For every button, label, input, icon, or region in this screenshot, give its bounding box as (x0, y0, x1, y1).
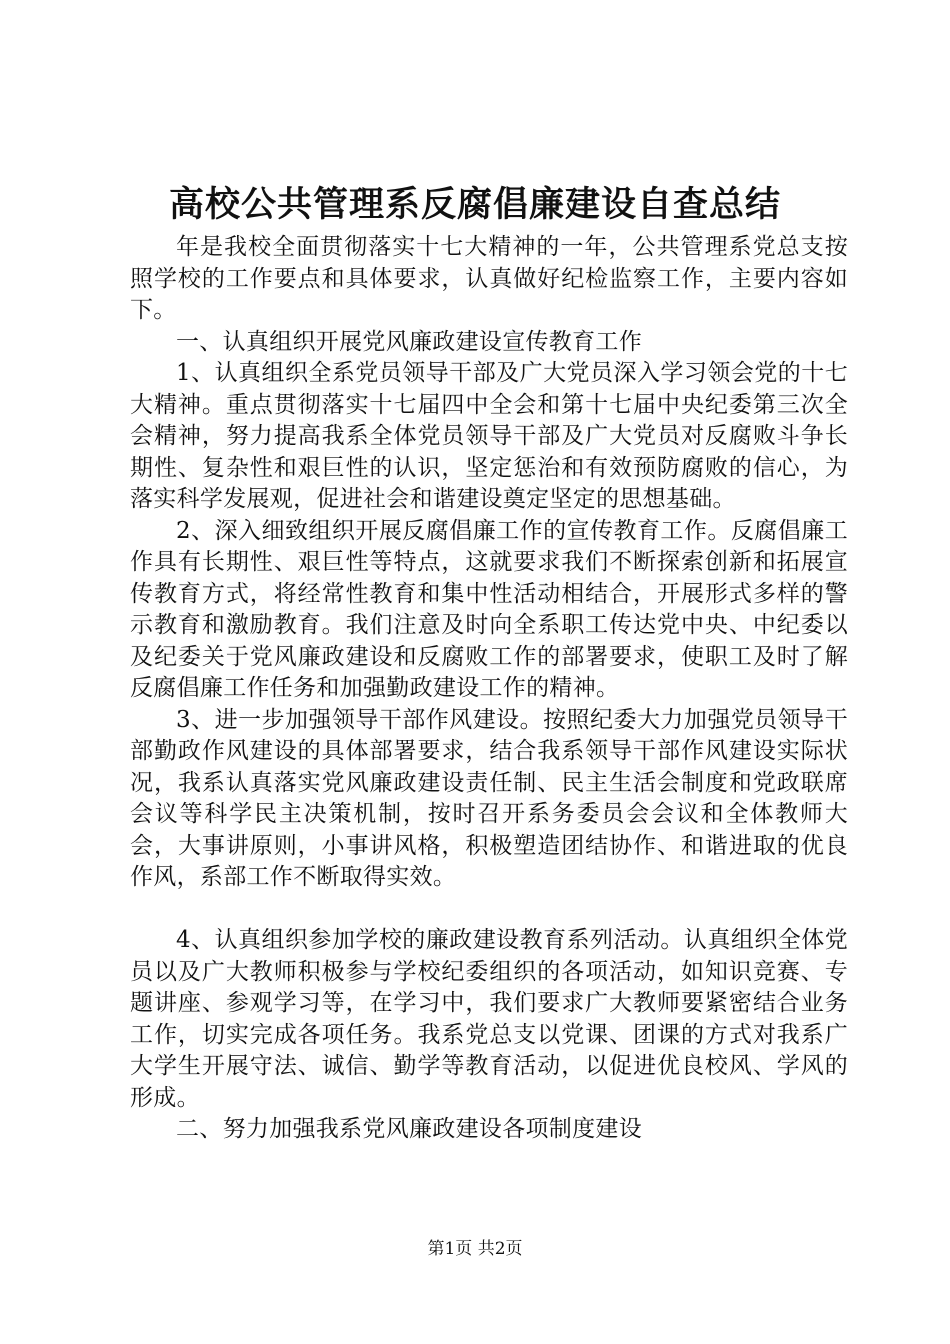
document-body (130, 232, 848, 1146)
body-paragraph-4: 4、认真组织参加学校的廉政建设教育系列活动。认真组织全体党员以及广大教师积极参与学校纪委组织的各项活动，如知识竞赛、专题讲座、参观学习等，在学习中，我们要求广大教师要紧密结合业务工作，切实完成各项任务。我系党总支以党课、团课的方式对我系广大学生开展守法、诚信、勤学等教育活动，以促进优良校风、学风的形成。 (130, 927, 848, 1111)
document-title: 高校公共管理系反腐倡廉建设自查总结 (168, 184, 781, 225)
intro-paragraph: 年是我校全面贯彻落实十七大精神的一年，公共管理系党总支按照学校的工作要点和具体要求，认真做好纪检监察工作，主要内容如下。 (130, 234, 848, 323)
section-heading-1: 一、认真组织开展党风廉政建设宣传教育工作 (176, 328, 642, 355)
body-paragraph-1: 1、认真组织全系党员领导干部及广大党员深入学习领会党的十七大精神。重点贯彻落实十七届四中全会和第十七届中央纪委第三次全会精神，努力提高我系全体党员领导干部及广大党员对反腐败斗争长期性、复杂性和艰巨性的认识，坚定惩治和有效预防腐败的信心，为落实科学发展观，促进社会和谐建设奠定坚定的思想基础。 (130, 360, 848, 512)
section-heading-2: 二、努力加强我系党风廉政建设各项制度建设 (176, 1116, 642, 1142)
page-footer: 第1页 共2页 (427, 1239, 523, 1259)
body-paragraph-2: 2、深入细致组织开展反腐倡廉工作的宣传教育工作。反腐倡廉工作具有长期性、艰巨性等特点，这就要求我们不断探索创新和拓展宣传教育方式，将经常性教育和集中性活动相结合，开展形式多样的警示教育和激励教育。我们注意及时向全系职工传达党中央、中纪委以及纪委关于党风廉政建设和反腐败工作的部署要求，使职工及时了解反腐倡廉工作任务和加强勤政建设工作的精神。 (130, 517, 848, 701)
body-paragraph-3: 3、进一步加强领导干部作风建设。按照纪委大力加强党员领导干部勤政作风建设的具体部署要求，结合我系领导干部作风建设实际状况，我系认真落实党风廉政建设责任制、民主生活会制度和党政联席会议等科学民主决策机制，按时召开系务委员会会议和全体教师大会，大事讲原则，小事讲风格，积极塑造团结协作、和谐进取的优良作风，系部工作不断取得实效。 (130, 706, 848, 890)
